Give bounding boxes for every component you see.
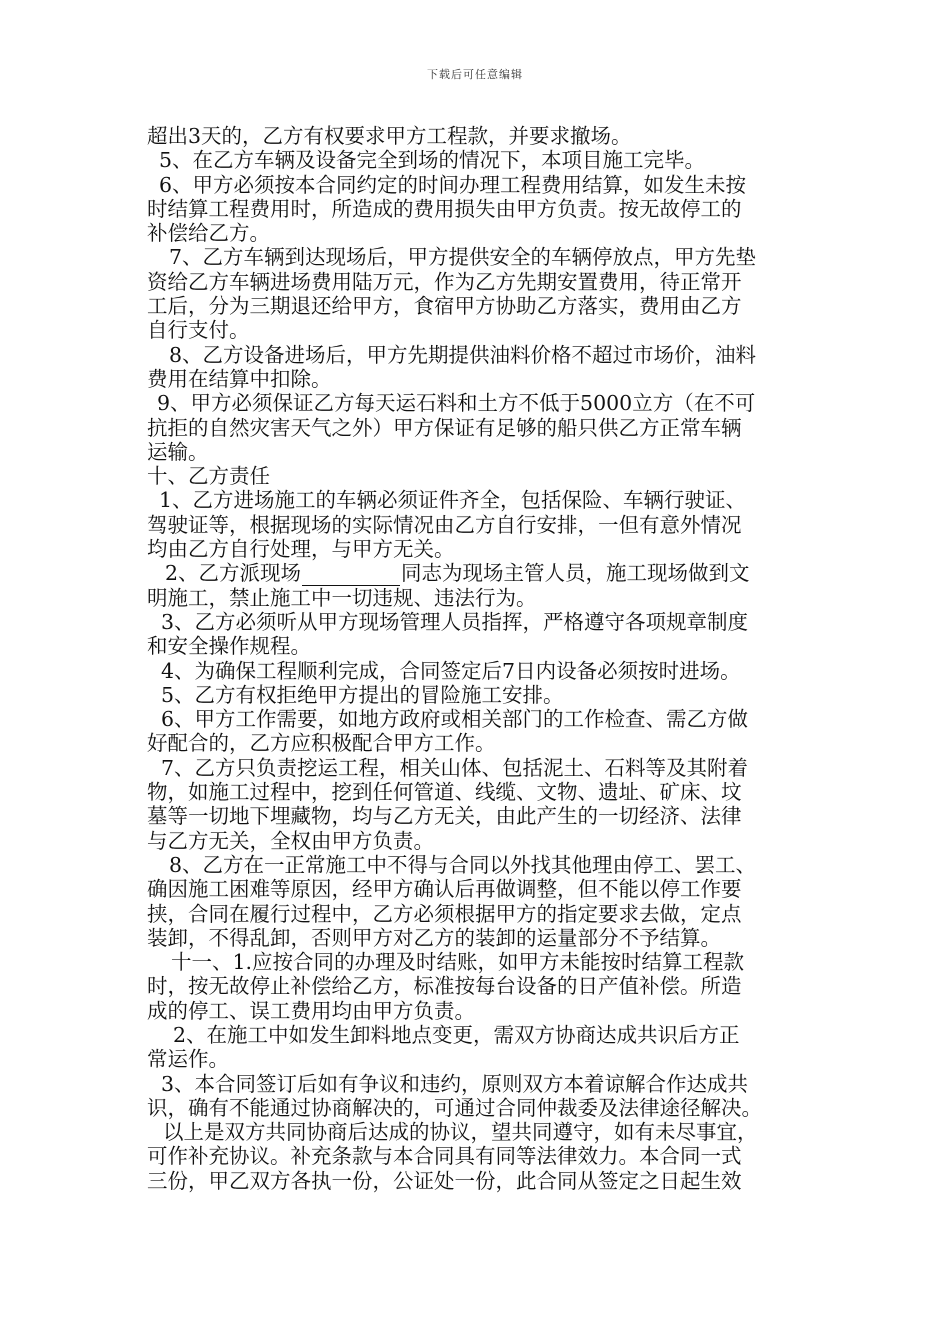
text-line: 自行支付。: [147, 318, 250, 343]
text-line: 可作补充协议。补充条款与本合同具有同等法律效力。本合同一式: [147, 1144, 742, 1169]
text-line: 抗拒的自然灾害天气之外）甲方保证有足够的船只供乙方正常车辆: [147, 415, 742, 440]
text-line: 墓等一切地下埋藏物，均与乙方无关，由此产生的一切经济、法律: [147, 804, 742, 829]
text-line: 确因施工困难等原因，经甲方确认后再做调整，但不能以停工作要: [147, 877, 742, 902]
section-heading: 十、乙方责任: [147, 464, 270, 489]
text-line: 8、乙方设备进场后，甲方先期提供油料价格不超过市场价，油料: [169, 342, 757, 367]
text-line: 8、乙方在一正常施工中不得与合同以外找其他理由停工、罢工、: [169, 852, 757, 877]
text-line: 超出3天的，乙方有权要求甲方工程款，并要求撤场。: [147, 124, 632, 148]
text-line: 2、乙方派现场 同志为现场主管人员，施工现场做到文: [165, 561, 750, 586]
contract-body: [147, 124, 827, 1193]
text-line: 4、为确保工程顺利完成，合同签定后7日内设备必须按时进场。: [161, 658, 741, 683]
text-line: 好配合的，乙方应积极配合甲方工作。: [147, 731, 496, 756]
text-line: 以上是双方共同协商后达成的协议，望共同遵守，如有未尽事宜，: [163, 1120, 758, 1145]
text-line: 挟，合同在履行过程中，乙方必须根据甲方的指定要求去做，定点: [147, 901, 742, 926]
text-line: 与乙方无关，全权由甲方负责。: [147, 828, 434, 853]
text-line: 常运作。: [147, 1047, 229, 1072]
text-line: 识，确有不能通过协商解决的，可通过合同仲裁委及法律途径解决。: [147, 1095, 762, 1120]
section-heading: 十一、1.应按合同的办理及时结账，如甲方未能按时结算工程款: [171, 950, 745, 975]
text-line: 和安全操作规程。: [147, 634, 311, 659]
text-line: 7、乙方车辆到达现场后，甲方提供安全的车辆停放点，甲方先垫: [169, 245, 757, 270]
text-line: 补偿给乙方。: [147, 221, 270, 246]
text-line: 5、在乙方车辆及设备完全到场的情况下，本项目施工完毕。: [159, 148, 706, 173]
text-line: 6、甲方工作需要，如地方政府或相关部门的工作检查、需乙方做: [161, 707, 749, 732]
text-line: 2、在施工中如发生卸料地点变更，需双方协商达成共识后方正: [173, 1022, 740, 1047]
text-line: 明施工，禁止施工中一切违规、违法行为。: [147, 585, 537, 610]
text-line: 3、乙方必须听从甲方现场管理人员指挥，严格遵守各项规章制度: [161, 609, 749, 634]
text-line: 6、甲方必须按本合同约定的时间办理工程费用结算，如发生未按: [159, 172, 747, 197]
text-line: 装卸，不得乱卸，否则甲方对乙方的装卸的运量部分不予结算。: [147, 925, 721, 950]
text-line: 费用在结算中扣除。: [147, 366, 332, 391]
text-line: 工后，分为三期退还给甲方，食宿甲方协助乙方落实，费用由乙方: [147, 294, 742, 319]
text-line: 驾驶证等，根据现场的实际情况由乙方自行安排，一但有意外情况: [147, 512, 742, 537]
fill-in-blank: [302, 565, 400, 586]
text-line: 资给乙方车辆进场费用陆万元，作为乙方先期安置费用，待正常开: [147, 269, 742, 294]
text-line: 物，如施工过程中，挖到任何管道、线缆、文物、遗址、矿床、坟: [147, 780, 742, 805]
text-line: 1、乙方进场施工的车辆必须证件齐全，包括保险、车辆行驶证、: [159, 488, 747, 513]
text-line: 9、甲方必须保证乙方每天运石料和土方不低于5000立方（在不可: [157, 391, 756, 416]
text-line: 三份，甲乙双方各执一份，公证处一份，此合同从签定之日起生效: [147, 1168, 742, 1193]
text-line: 7、乙方只负责挖运工程，相关山体、包括泥土、石料等及其附着: [161, 755, 749, 780]
text-line: 运输。: [147, 439, 209, 464]
text-line: 5、乙方有权拒绝甲方提出的冒险施工安排。: [161, 682, 564, 707]
text-line: 成的停工、误工费用均由甲方负责。: [147, 998, 475, 1023]
text-line: 时结算工程费用时，所造成的费用损失由甲方负责。按无故停工的: [147, 196, 742, 221]
text-line: 均由乙方自行处理，与甲方无关。: [147, 537, 455, 562]
text-line: 3、本合同签订后如有争议和违约，原则双方本着谅解合作达成共: [161, 1071, 749, 1096]
page-header: 下载后可任意编辑: [427, 68, 523, 81]
text-line: 时，按无故停止补偿给乙方，标准按每台设备的日产值补偿。所造: [147, 974, 742, 999]
